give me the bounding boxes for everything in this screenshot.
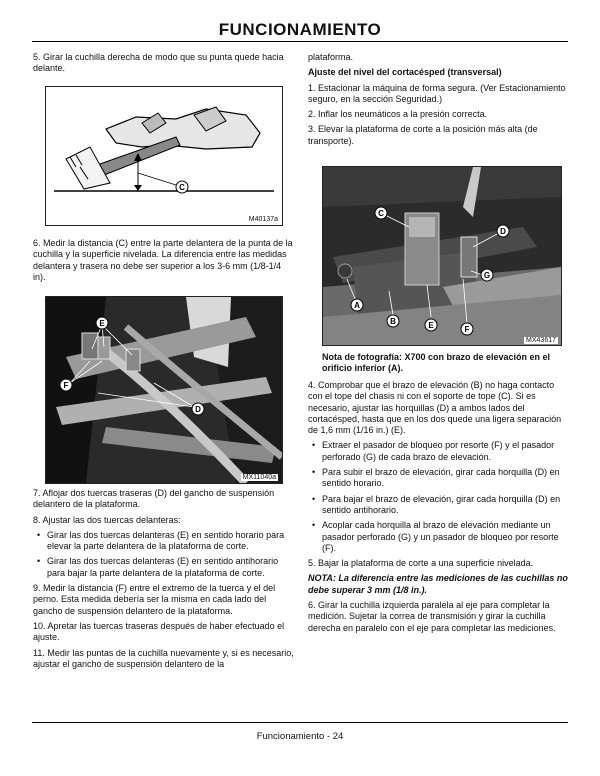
step-3-text: 3. Elevar la plataforma de corte a la posición más alta (de transporte). xyxy=(308,124,538,146)
bullet-lower-arm: • Para bajar el brazo de elevación, girar cada horquilla (D) en sentido antihorario. xyxy=(308,494,570,517)
right-column xyxy=(308,52,570,151)
bullet-attach-clevis: • Acoplar cada horquilla al brazo de elevación mediante un pasador perforado (G) y un pasador de bloqueo por resorte (F). xyxy=(308,520,570,554)
page-number: Funcionamiento - 24 xyxy=(256,731,344,742)
figure-blade-measure xyxy=(45,86,283,226)
fig2-label-f: F xyxy=(63,381,69,390)
figure-id-m40137a: M40137a xyxy=(248,216,278,223)
figure-id-mx11040a: MX11040a xyxy=(242,474,276,481)
step-5-text: 5. Girar la cuchilla derecha de modo que su punta quede hacia delante. xyxy=(33,52,284,74)
step-8-text: 8. Ajustar las dos tuercas delanteras: xyxy=(33,514,181,525)
fig3-label-b: B xyxy=(390,317,396,326)
continued-text: plataforma. xyxy=(308,52,354,62)
fig3-label-a: A xyxy=(354,301,360,310)
step-9-text: 9. Medir la distancia (F) entre el extremo de la tuerca y el del perno. Esta medida debería ser la misma en cada lado del gancho de suspensión delantero de la plataforma. xyxy=(33,583,276,616)
header-rule xyxy=(32,41,568,42)
note-blade-difference: NOTA: La diferencia entre las mediciones de las cuchillas no debe superar 3 mm (1/8 in.). xyxy=(308,573,568,595)
step-6-text: 6. Medir la distancia (C) entre la parte delantera de la punta de la cuchilla y la superficie nivelada. La diferencia entre las medidas delantera y trasera no debe ser superior a los 3-6 mm (1/8-1/4 in). xyxy=(33,238,293,282)
step-7-text: 7. Aflojar dos tuercas traseras (D) del gancho de suspensión delantero de la plataforma. xyxy=(33,488,275,510)
page-title: FUNCIONAMIENTO xyxy=(218,20,382,39)
lift-arm-photo xyxy=(323,167,561,345)
figure-hanger-nuts xyxy=(45,296,283,484)
left-column xyxy=(33,52,295,79)
fig3-label-e: E xyxy=(428,321,434,330)
step-11-text: 11. Medir las puntas de la cuchilla nuevamente y, si es necesario, ajustar el gancho de suspensión delantero de la xyxy=(33,647,294,669)
fig2-label-d: D xyxy=(195,405,201,414)
section-heading: Ajuste del nivel del cortacésped (transversal) xyxy=(308,67,502,78)
hanger-photo xyxy=(46,297,282,483)
bullet-lower-front: • Girar las dos tuercas delanteras (E) en sentido antihorario para bajar la parte delantera de la plataforma de corte. xyxy=(33,556,295,579)
fig3-label-f: F xyxy=(464,325,470,334)
figure-id-mx43617: MX43617 xyxy=(526,337,556,344)
step-10-text: 10. Apretar las tuercas traseras después de haber efectuado el ajuste. xyxy=(33,620,285,643)
fig3-label-g: G xyxy=(483,271,491,280)
bullet-raise-front: • Girar las dos tuercas delanteras (E) en sentido horario para elevar la parte delantera de la plataforma de corte. xyxy=(33,530,295,553)
step-2-text: 2. Inflar los neumáticos a la presión correcta. xyxy=(308,109,488,120)
bullet-raise-arm: • Para subir el brazo de elevación, girar cada horquilla (D) en sentido horario. xyxy=(308,467,570,490)
left-column-b xyxy=(33,238,295,287)
fig3-label-d: D xyxy=(500,227,506,236)
photo-note: Nota de fotografía: X700 con brazo de elevación en el orificio inferior (A). xyxy=(322,352,551,374)
photo-note-block xyxy=(322,352,564,379)
step-4-text: 4. Comprobar que el brazo de elevación (B) no haga contacto con el tope del chasis ni con el soporte de tope (C). Si es necesario, ajustar las horquillas (D) a ambos lados del cortacésped, hasta que en los dos quede una ligera separación de 1,6 mm (1/16 in.) (E). xyxy=(308,380,562,436)
fig1-label-c: C xyxy=(179,183,185,192)
blade-illustration xyxy=(46,87,282,225)
figure-lift-arm xyxy=(322,166,562,346)
step-6-right-text: 6. Girar la cuchilla izquierda paralela al eje para completar la medición. Sujetar la correa de transmisión y girar la cuchilla derecha en paralelo con el eje para completar las mediciones. xyxy=(308,600,556,633)
left-column-c xyxy=(33,488,295,674)
right-column-b xyxy=(308,380,570,638)
bullet-extract-pins: • Extraer el pasador de bloqueo por resorte (F) y el pasador perforado (G) de cada brazo de elevación. xyxy=(308,440,570,463)
fig2-label-e: E xyxy=(99,319,105,328)
footer-rule xyxy=(32,722,568,723)
fig3-label-c: C xyxy=(378,209,384,218)
step-1-text: 1. Estacionar la máquina de forma segura. (Ver Estacionamiento seguro, en la sección Seguridad.) xyxy=(308,82,566,104)
step-5-right-text: 5. Bajar la plataforma de corte a una superficie nivelada. xyxy=(308,558,534,569)
